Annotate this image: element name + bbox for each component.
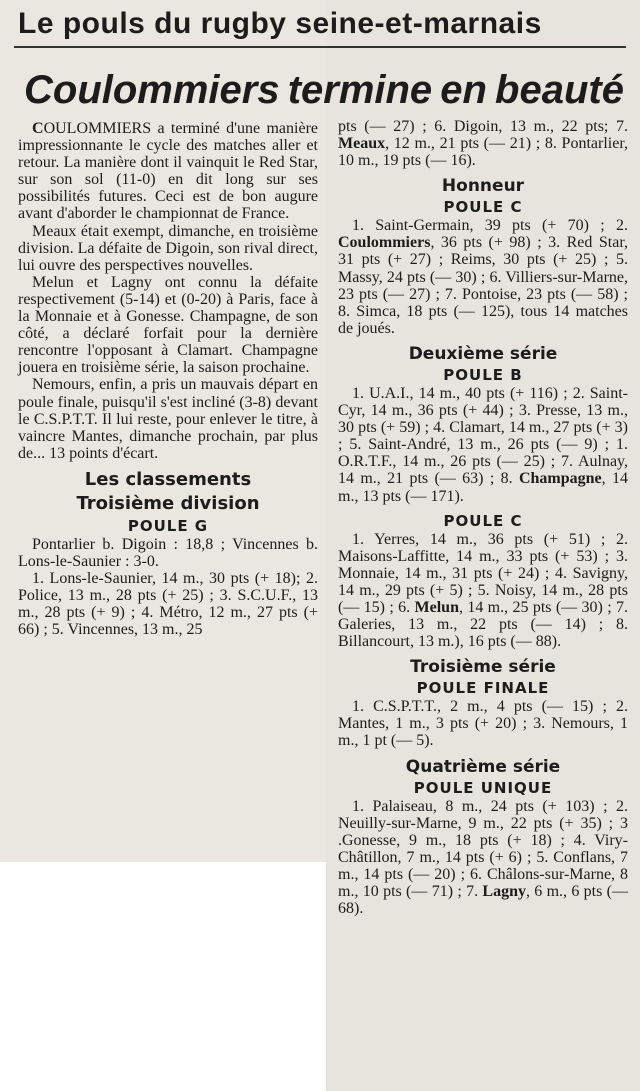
poule-b-standings: 1. U.A.I., 14 m., 40 pts (+ 116) ; 2. Saint-Cyr, 14 m., 36 pts (+ 44) ; 3. Presse, 13 m., 30 pts (+ 59) ; 4. Clamart, 14 m., 27 pts (+ 3) ; 5. Saint-André, 13 m., 26 pts (— 9) ; 1. O.R.T.F., 14 m., 26 pts (— 25) ; 7. Aulnay, 14 m., 21 pts (— 63) ; 8. Champagne, 14 m., 13 pts (— 171). xyxy=(338,384,628,505)
deuxieme-poule-c-standings: 1. Yerres, 14 m., 36 pts (+ 51) ; 2. Maisons-Laffitte, 14 m., 33 pts (+ 53) ; 3. Monnaie, 14 m., 31 pts (+ 24) ; 4. Savigny, 14 m., 29 pts (+ 5) ; 5. Noisy, 14 m., 28 pts (— 15) ; 6. Melun, 14 m., 25 pts (— 30) ; 7. Galeries, 13 m., 22 pts (— 14) ; 8. Billancourt, 13 m.), 16 pts (— 88). xyxy=(338,530,628,651)
poule-finale-standings: 1. C.S.P.T.T., 2 m., 4 pts (— 15) ; 2. Mantes, 1 m., 3 pts (+ 20) ; 3. Nemours, 1 m., 1 pt (— 5). xyxy=(338,698,628,750)
poule-unique-heading: POULE UNIQUE xyxy=(413,778,553,797)
headline xyxy=(24,60,624,120)
drop-cap: C xyxy=(32,120,44,137)
highlight-team: Meaux xyxy=(338,135,386,153)
highlight-team: Champagne xyxy=(518,470,602,488)
troisieme-division-heading: Troisième division xyxy=(76,492,260,514)
section-kicker: Le pouls du rugby seine-et-marnais xyxy=(18,7,542,40)
paragraph-text: OULOMMIERS a terminé d'une manière impressionnante le cycle des matches aller et retour. La manière dont il vainquit le Red Star, sur son sol (11-0) en dit long sur ses possibilités futures. Ceci est de bon augure avant d'aborder le championnat de France. xyxy=(18,120,318,223)
classements-heading: Les classements xyxy=(84,468,252,490)
poule-unique-standings: 1. Palaiseau, 8 m., 24 pts (+ 103) ; 2. Neuilly-sur-Marne, 9 m., 22 pts (+ 35) ; 3 .Gonesse, 9 m., 18 pts (+ 18) ; 4. Viry-Châtillon, 7 m., 14 pts (+ 6) ; 5. Conflans, 7 m., 14 pts (— 20) ; 6. Châlons-sur-Marne, 8 m., 10 pts (— 71) ; 7. Lagny, 6 m., 6 pts (— 68). xyxy=(338,797,628,918)
article-paragraph: Melun et Lagny ont connu la défaite respectivement (5-14) et (0-20) à Paris, face à la Monnaie et à Gonesse. Champagne, de son côté, a déclaré forfait pour la dernière rencontre l'opposant à Clamart. Champagne jouera en troisième série, la saison prochaine. xyxy=(18,273,318,377)
article-paragraph: Meaux était exempt, dimanche, en troisième division. La défaite de Digoin, son rival direct, lui ouvre des perspectives nouvelles. xyxy=(18,222,318,274)
highlight-team: Lagny xyxy=(482,883,526,900)
poule-g-results: Pontarlier b. Digoin : 18,8 ; Vincennes b. Lons-le-Saunier : 3-0. xyxy=(18,535,318,570)
honneur-heading: Honneur xyxy=(441,176,525,197)
article-paragraph xyxy=(18,120,318,223)
headline-word: en xyxy=(440,68,487,112)
honneur-standings: 1. Saint-Germain, 39 pts (+ 70) ; 2. Coulommiers, 36 pts (+ 98) ; 3. Red Star, 31 pts (+ 27) ; Reims, 30 pts (+ 25) ; 5. Massy, 24 pts (— 30) ; 6. Villiers-sur-Marne, 23 pts (— 27) ; 7. Pontoise, 23 pts (— 58) ; 8. Simca, 18 pts (— 125), tous 14 matches de joués. xyxy=(338,217,628,337)
deuxieme-poule-c-heading: POULE C xyxy=(443,511,523,530)
article-paragraph: Nemours, enfin, a pris un mauvais départ en poule finale, puisqu'il s'est incliné (3-8) devant le C.S.P.T.T. Il lui reste, pour enlever le titre, à vaincre Mantes, dimanche prochain, par plus de... 13 points d'écart. xyxy=(18,376,318,462)
highlight-team: Melun xyxy=(414,598,459,616)
headline-word: termine xyxy=(287,68,433,112)
poule-finale-heading: POULE FINALE xyxy=(416,679,550,698)
headline-word: Coulommiers xyxy=(24,68,280,112)
poule-g-heading: POULE G xyxy=(127,516,209,535)
highlight-team: Coulommiers xyxy=(338,234,431,252)
deuxieme-serie-heading: Deuxième série xyxy=(408,343,558,364)
kicker-rule xyxy=(14,46,626,48)
poule-b-heading: POULE B xyxy=(443,365,523,384)
column-left xyxy=(18,120,318,638)
quatrieme-serie-heading: Quatrième série xyxy=(405,756,561,777)
poule-g-standings: 1. Lons-le-Saunier, 14 m., 30 pts (+ 18); 2. Police, 13 m., 28 pts (+ 25) ; 3. S.C.U.F., 13 m., 28 pts (+ 9) ; 4. Métro, 12 m., 27 pts (+ 66) ; 5. Vincennes, 13 m., 25 xyxy=(18,570,318,639)
poule-g-standings-cont: pts (— 27) ; 6. Digoin, 13 m., 22 pts; 7. Meaux, 12 m., 21 pts (— 21) ; 8. Pontarlier, 10 m., 19 pts (— 16). xyxy=(338,118,628,170)
troisieme-serie-heading: Troisième série xyxy=(410,657,556,678)
column-right xyxy=(338,118,628,917)
honneur-poule-c-heading: POULE C xyxy=(443,198,523,217)
headline-word: beauté xyxy=(495,68,624,112)
